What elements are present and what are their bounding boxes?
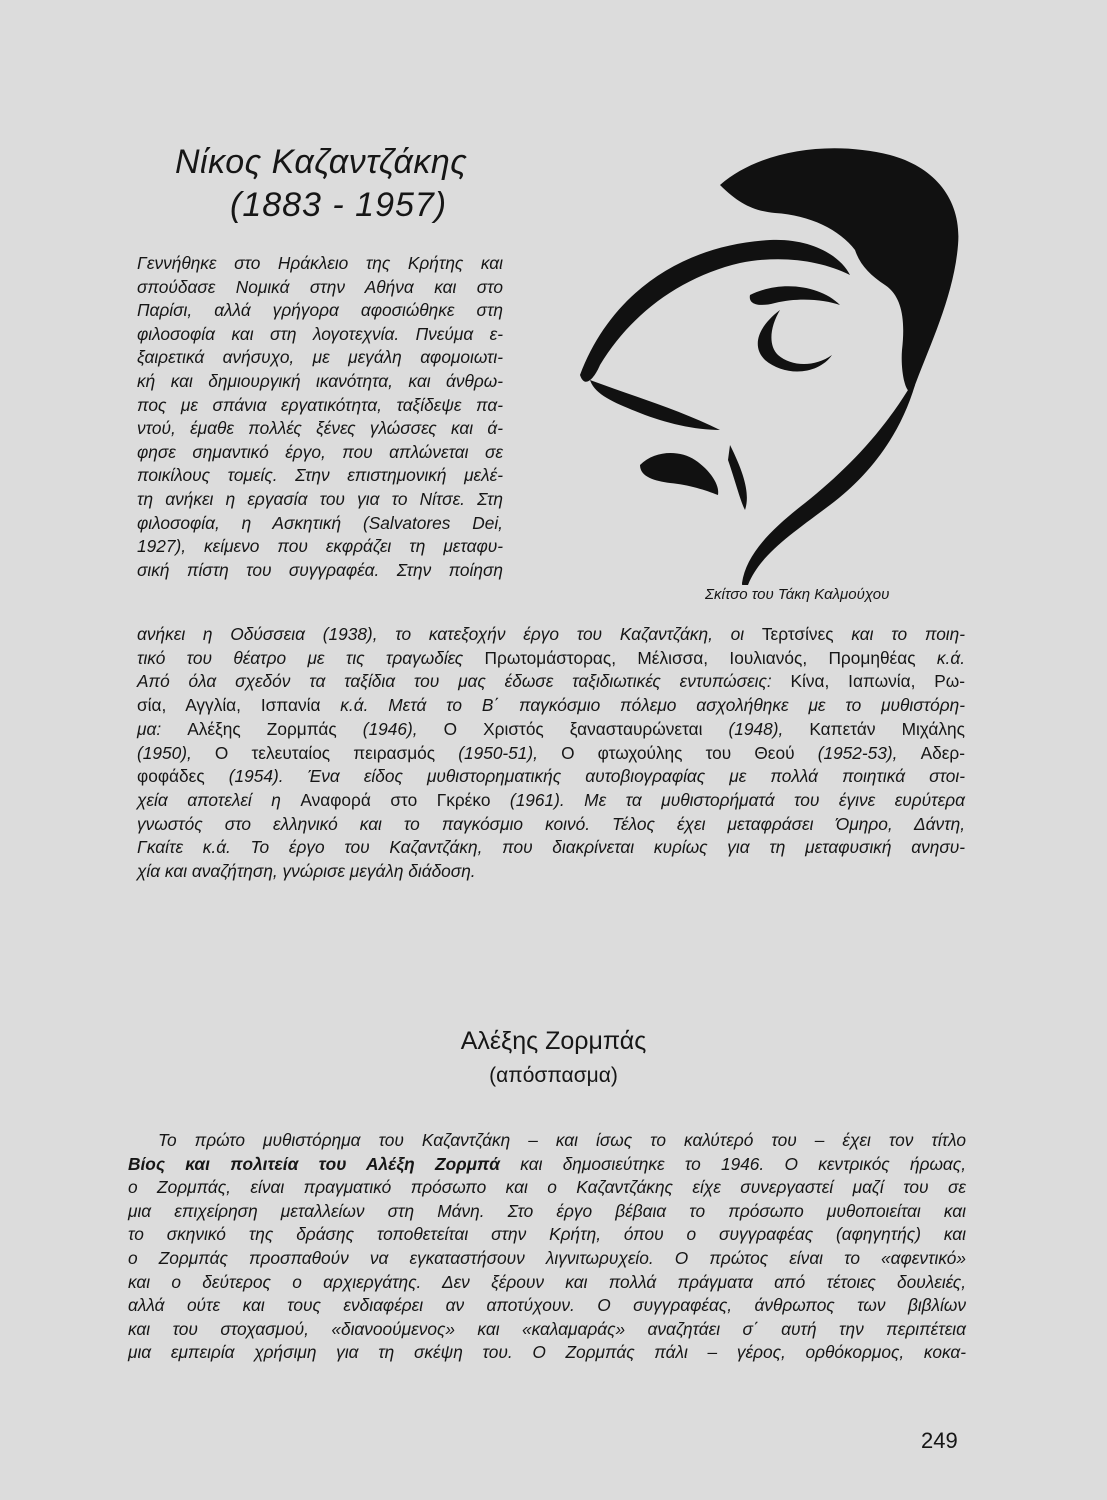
biography-line bbox=[137, 742, 965, 766]
italic-text-run: (1954). Ένα είδος μυθιστορηματικής αυτοβιογραφίας με πολλά ποιητικά στοι- bbox=[204, 766, 965, 787]
italic-text-run: (1946), bbox=[336, 718, 444, 739]
introduction-line bbox=[128, 1271, 966, 1295]
biography-line bbox=[137, 718, 965, 742]
introduction-line bbox=[128, 1318, 966, 1342]
excerpt-title bbox=[0, 1027, 1107, 1056]
sketch-jaw bbox=[742, 385, 915, 585]
text-run: ο Ζορμπάς, είναι πραγματικό πρόσωπο και ο Καζαντζάκης είχε συνεργαστεί μαζί του σε bbox=[128, 1177, 966, 1198]
biography-line: ντού, έμαθε πολλές ξένες γλώσσες και ά- bbox=[137, 418, 503, 439]
work-title-run: Αδερ- bbox=[920, 742, 965, 763]
italic-text-run: (1961). Με τα μυθιστορήματά του έγινε ευρύτερα bbox=[490, 789, 965, 810]
page-number: 249 bbox=[921, 1428, 958, 1453]
author-name: Νίκος Καζαντζάκης bbox=[175, 143, 468, 181]
italic-text-run: κ.ά. Μετά το Β΄ παγκόσμιο πόλεμο ασχολήθηκε με το μυθιστόρη- bbox=[320, 695, 965, 716]
introduction-line bbox=[128, 1200, 966, 1224]
biography-line bbox=[137, 789, 965, 813]
author-years: (1883 - 1957) bbox=[230, 186, 448, 224]
work-title-run: Τερτσίνες bbox=[761, 624, 834, 644]
biography-line bbox=[137, 765, 965, 789]
work-title-run: Ο φτωχούλης του Θεού bbox=[561, 742, 795, 763]
biography-line bbox=[137, 860, 965, 884]
work-title-run: Ο Χριστός ξανασταυρώνεται bbox=[443, 718, 703, 739]
biography-line: κή και δημιουργική ικανότητα, και άνθρω- bbox=[137, 370, 503, 391]
italic-text-run: Από όλα σχεδόν τα ταξίδια του μας έδωσε ταξιδιωτικές εντυπώσεις: bbox=[137, 671, 791, 692]
italic-text-run: κ.ά. bbox=[915, 647, 966, 668]
work-title-run: Πρωτομάστορας, Μέλισσα, Ιουλιανός, Προμηθέας bbox=[484, 647, 916, 668]
sketch-cheek bbox=[758, 310, 832, 371]
biography-line bbox=[137, 813, 965, 837]
biography-line: πος με σπάνια εργατικότητα, ταξίδεψε πα- bbox=[137, 394, 503, 415]
biography-continued bbox=[137, 623, 965, 884]
work-title-run: Αναφορά στο Γκρέκο bbox=[300, 789, 491, 810]
work-title-run: Καπετάν Μιχάλης bbox=[809, 718, 965, 739]
italic-text-run: χεία αποτελεί η bbox=[137, 789, 301, 810]
sketch-caption: Σκίτσο του Τάκη Καλμούχου bbox=[705, 586, 890, 603]
excerpt-title-text: Αλέξης Ζορμπάς bbox=[460, 1027, 647, 1055]
biography-line: σική πίστη του συγγραφέα. Στην ποίηση bbox=[137, 559, 503, 580]
italic-text-run: (1952-53), bbox=[794, 742, 921, 763]
italic-text-run: μα: bbox=[137, 718, 188, 739]
biography-line: φησε σημαντικό έργο, που απλώνεται σε bbox=[137, 441, 503, 462]
biography-line: φιλοσοφία και στη λογοτεχνία. Πνεύμα ε- bbox=[137, 323, 503, 344]
sketch-eye bbox=[750, 286, 840, 305]
italic-text-run: (1948), bbox=[702, 718, 810, 739]
biography-line bbox=[137, 694, 965, 718]
text-run: ο Ζορμπάς προσπαθούν να εγκαταστήσουν λιγνιτωρυχείο. Ο πρώτος είναι το «αφεντικό» bbox=[128, 1247, 966, 1268]
biography-line bbox=[137, 623, 965, 647]
introduction-line bbox=[128, 1176, 966, 1200]
biography-line: Γεννήθηκε στο Ηράκλειο της Κρήτης και bbox=[137, 253, 503, 273]
biography-line: φιλοσοφία, η Ασκητική (Salvatores Dei, bbox=[137, 512, 503, 533]
text-run: μια εμπειρία χρήσιμη για τη σκέψη του. Ο Ζορμπάς πάλι – γέρος, ορθόκορμος, κοκα- bbox=[128, 1342, 966, 1363]
work-title-run: Ο τελευταίος πειρασμός bbox=[214, 742, 436, 763]
sketch-nose bbox=[590, 380, 720, 430]
italic-text-run: Γκαίτε κ.ά. Το έργο του Καζαντζάκη, που διακρίνεται κυρίως για τη μεταφυσική ανησυ- bbox=[137, 837, 965, 858]
sketch-chin bbox=[728, 445, 747, 510]
text-run: και του στοχασμού, «διανοούμενος» και «καλαμαράς» αναζητάει σ΄ αυτή την περιπέτεια bbox=[128, 1318, 966, 1339]
italic-text-run: (1950-51), bbox=[435, 742, 562, 763]
biography-line: 1927), κείμενο που εκφράζει τη μεταφυ- bbox=[137, 536, 503, 557]
biography-line bbox=[137, 670, 965, 694]
biography-column bbox=[137, 252, 503, 582]
excerpt-introduction bbox=[128, 1129, 966, 1365]
introduction-line bbox=[128, 1294, 966, 1318]
introduction-line bbox=[128, 1223, 966, 1247]
biography-line: ποικίλους τομείς. Στην επιστημονική μελέ- bbox=[137, 465, 503, 486]
biography-line: τη ανήκει η εργασία του για το Νίτσε. Στη bbox=[137, 488, 503, 509]
author-portrait-sketch bbox=[570, 145, 965, 585]
text-run: αλλά ούτε και τους ενδιαφέρει αν αποτύχουν. Ο συγγραφέας, άνθρωπος των βιβλίων bbox=[128, 1295, 966, 1316]
biography-line: ξαιρετικά ανήσυχο, με μεγάλη αφομοιωτι- bbox=[137, 347, 503, 368]
sketch-brow bbox=[580, 240, 850, 382]
excerpt-subtitle: (απόσπασμα) bbox=[489, 1064, 618, 1087]
text-run: Το πρώτο μυθιστόρημα του Καζαντζάκη – και ίσως το καλύτερό του – έχει τον τίτλο bbox=[158, 1130, 966, 1150]
work-title-run: σία, Αγγλία, Ισπανία bbox=[137, 695, 321, 716]
introduction-line bbox=[128, 1153, 966, 1177]
biography-line: Παρίσι, αλλά γρήγορα αφοσιώθηκε στη bbox=[137, 300, 503, 321]
introduction-line bbox=[128, 1129, 966, 1153]
biography-line bbox=[137, 647, 965, 671]
biography-line: σπούδασε Νομικά στην Αθήνα και στο bbox=[137, 276, 503, 297]
text-run: μια επιχείρηση μεταλλείων στη Μάνη. Στο έργο βέβαια το πρόσωπο μυθοποιείται και bbox=[128, 1200, 966, 1221]
italic-text-run: χία και αναζήτηση, γνώρισε μεγάλη διάδοση. bbox=[137, 861, 476, 882]
text-run: και δημοσιεύτηκε το 1946. Ο κεντρικός ήρωας, bbox=[500, 1153, 966, 1174]
text-run: και ο δεύτερος ο αρχιεργάτης. Δεν ξέρουν και πολλά πράγματα από τέτοιες δουλειές, bbox=[128, 1271, 966, 1292]
italic-text-run: (1950), bbox=[137, 742, 215, 763]
biography-line bbox=[137, 836, 965, 860]
work-title-run: Κίνα, Ιαπωνία, Ρω- bbox=[790, 671, 965, 692]
italic-text-run: γνωστός στο ελληνικό και το παγκόσμιο κοινό. Τέλος έχει μεταφράσει Όμηρο, Δάντη, bbox=[137, 813, 965, 834]
introduction-line bbox=[128, 1247, 966, 1271]
italic-text-run: ανήκει η Οδύσσεια (1938), το κατεξοχήν έργο του Καζαντζάκη, οι bbox=[137, 624, 762, 644]
book-title-run: Βίος και πολιτεία του Αλέξη Ζορμπά bbox=[128, 1153, 501, 1174]
work-title-run: Αλέξης Ζορμπάς bbox=[187, 718, 337, 739]
introduction-line bbox=[128, 1341, 966, 1365]
italic-text-run: τικό του θέατρο με τις τραγωδίες bbox=[137, 647, 485, 668]
italic-text-run: και το ποιη- bbox=[833, 624, 965, 644]
sketch-mustache bbox=[640, 453, 718, 495]
text-run: το σκηνικό της δράσης τοποθετείται στην Κρήτη, όπου ο συγγραφέας (αφηγητής) και bbox=[128, 1224, 966, 1245]
work-title-run: φοφάδες bbox=[137, 766, 205, 787]
